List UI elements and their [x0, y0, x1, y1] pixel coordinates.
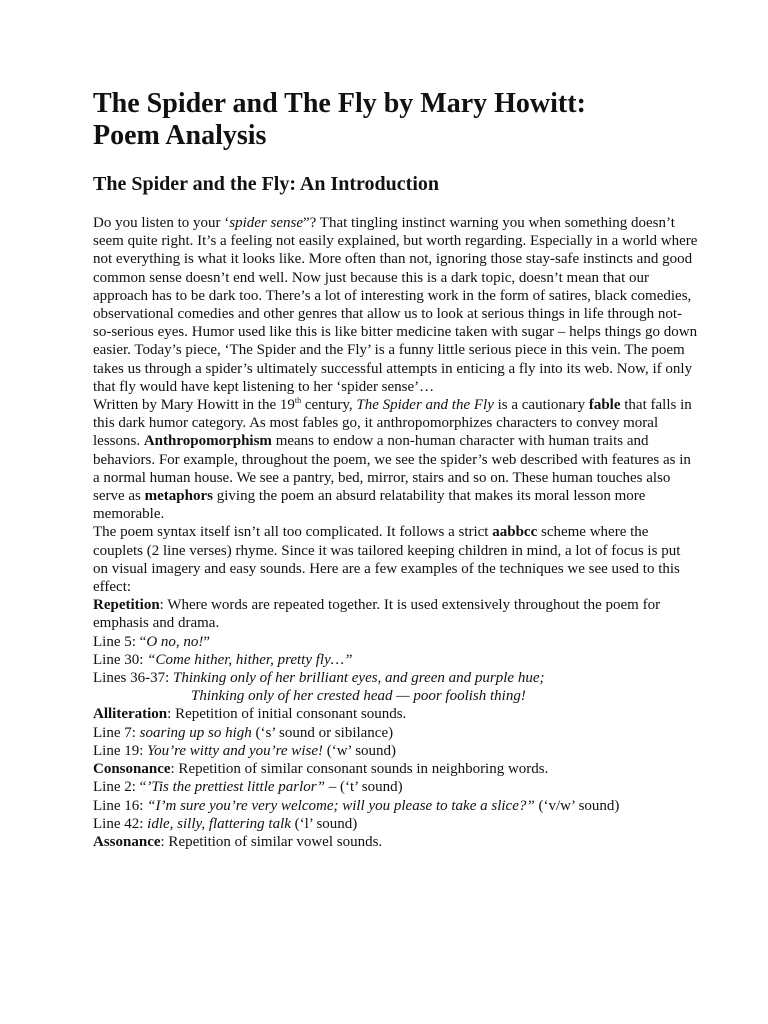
intro-emphasis: spider sense — [229, 215, 303, 231]
para2-text: that falls in this dark humor category. As most fables go, it anthropomorphizes characters to convey moral lessons. — [93, 397, 692, 450]
intro-paragraph — [93, 214, 698, 396]
term-fable: fable — [588, 397, 621, 414]
quote-mark: ” — [203, 633, 211, 650]
term-rhyme-scheme: aabbcc — [492, 524, 538, 541]
line-label: Line 16: — [93, 797, 148, 814]
consonance-example — [93, 797, 698, 815]
line-label: Line 5: “ — [93, 633, 147, 650]
consonance-example — [93, 778, 698, 796]
document-title: The Spider and The Fly by Mary Howitt: Poem Analysis — [93, 88, 586, 151]
definition-text: : Repetition of similar vowel sounds. — [160, 833, 383, 850]
history-paragraph — [93, 396, 698, 523]
sound-note: (‘v/w’ sound) — [534, 797, 620, 814]
term-repetition: Repetition — [93, 597, 160, 614]
line-label: Line 7: — [93, 724, 140, 741]
example-quote: O no, no! — [146, 633, 204, 650]
line-label: Line 30: — [93, 651, 148, 668]
example-quote: soaring up so high — [139, 724, 252, 741]
para2-text: giving the poem an absurd relatability that makes its moral lesson more memorable. — [93, 488, 646, 523]
repetition-example — [93, 669, 698, 687]
para2-text: century, — [301, 397, 357, 414]
consonance-definition — [93, 760, 698, 778]
line-label: Line 42: — [93, 815, 148, 832]
example-quote: Thinking only of her crested head — poor foolish thing! — [191, 688, 526, 705]
example-quote: idle, silly, flattering talk — [147, 815, 291, 832]
syntax-paragraph — [93, 523, 698, 596]
alliteration-example — [93, 742, 698, 760]
alliteration-definition — [93, 705, 698, 723]
line-label: Line 19: — [93, 742, 148, 759]
intro-text-start: Do you listen to your ‘ — [93, 215, 230, 231]
definition-text: : Where words are repeated together. It is used extensively throughout the poem for emphasis and drama. — [93, 597, 661, 632]
line-label: Lines 36-37: — [93, 670, 173, 687]
para2-text: means to endow a non-human character with human traits and behaviors. For example, throughout the poem, we see the spider’s web described with features as in a normal human house. We see a pantry, bed, mirror, stairs and so on. These human touches also serve as — [93, 433, 691, 505]
para2-text: Written by Mary Howitt in the 19 — [93, 397, 295, 414]
term-assonance: Assonance — [93, 833, 161, 850]
term-anthropomorphism: Anthropomorphism — [143, 433, 272, 450]
repetition-example — [93, 651, 698, 669]
repetition-definition — [93, 596, 698, 632]
section-heading: The Spider and the Fly: An Introduction — [93, 173, 440, 195]
century-superscript: th — [294, 396, 302, 406]
example-quote: You’re witty and you’re wise! — [147, 742, 323, 759]
sound-note: (‘s’ sound or sibilance) — [251, 724, 394, 741]
line-label: Line 2: “ — [93, 779, 147, 796]
poem-title-italic: The Spider and the Fly — [356, 397, 494, 414]
para3-text: The poem syntax itself isn’t all too complicated. It follows a strict — [93, 524, 493, 541]
definition-text: : Repetition of similar consonant sounds in neighboring words. — [170, 761, 549, 778]
para3-text: scheme where the couplets (2 line verses) rhyme. Since it was tailored keeping children in mind, a lot of focus is put on visual imagery and easy sounds. Here are a few examples of the techniques we see used to this effect: — [93, 524, 681, 596]
definition-text: : Repetition of initial consonant sounds. — [167, 706, 407, 723]
repetition-example-continued — [93, 687, 698, 705]
example-quote: “Come hither, hither, pretty fly…” — [147, 651, 353, 668]
sound-note: – (‘t’ sound) — [324, 779, 403, 796]
term-alliteration: Alliteration — [93, 706, 168, 723]
intro-text-rest: ”? That tingling instinct warning you when something doesn’t seem quite right. It’s a feeling not easily explained, but worth regarding. Especially in a world where not everything is what it looks like. More often than not, ignoring those stay-safe instincts and good common sense doesn’t end well. Now just because this is a dark topic, doesn’t mean that our approach has to be dark too. There’s a lot of interesting work in the form of satires, black comedies, observational comedies and other genres that allow us to look at serious things in life through not-so-serious eyes. Humor used like this is like bitter medicine taken with sugar – helps things go down easier. Today’s piece, ‘The Spider and the Fly’ is a funny little serious piece in this vein. The poem takes us through a spider’s ultimately successful attempts in enticing a fly into its web. Now, if only that fly would have kept listening to her ‘spider sense’… — [93, 215, 698, 395]
example-quote: Thinking only of her brilliant eyes, and green and purple hue; — [173, 670, 545, 687]
para2-text: is a cautionary — [493, 397, 589, 414]
document-body — [93, 214, 698, 851]
repetition-example — [93, 633, 698, 651]
consonance-example — [93, 815, 698, 833]
assonance-definition — [93, 833, 698, 851]
example-quote: ’Tis the prettiest little parlor” — [146, 779, 325, 796]
sound-note: (‘l’ sound) — [290, 815, 358, 832]
alliteration-example — [93, 724, 698, 742]
example-quote: “I’m sure you’re very welcome; will you please to take a slice?” — [147, 797, 535, 814]
term-consonance: Consonance — [93, 761, 171, 778]
term-metaphors: metaphors — [144, 488, 213, 505]
sound-note: (‘w’ sound) — [322, 742, 397, 759]
